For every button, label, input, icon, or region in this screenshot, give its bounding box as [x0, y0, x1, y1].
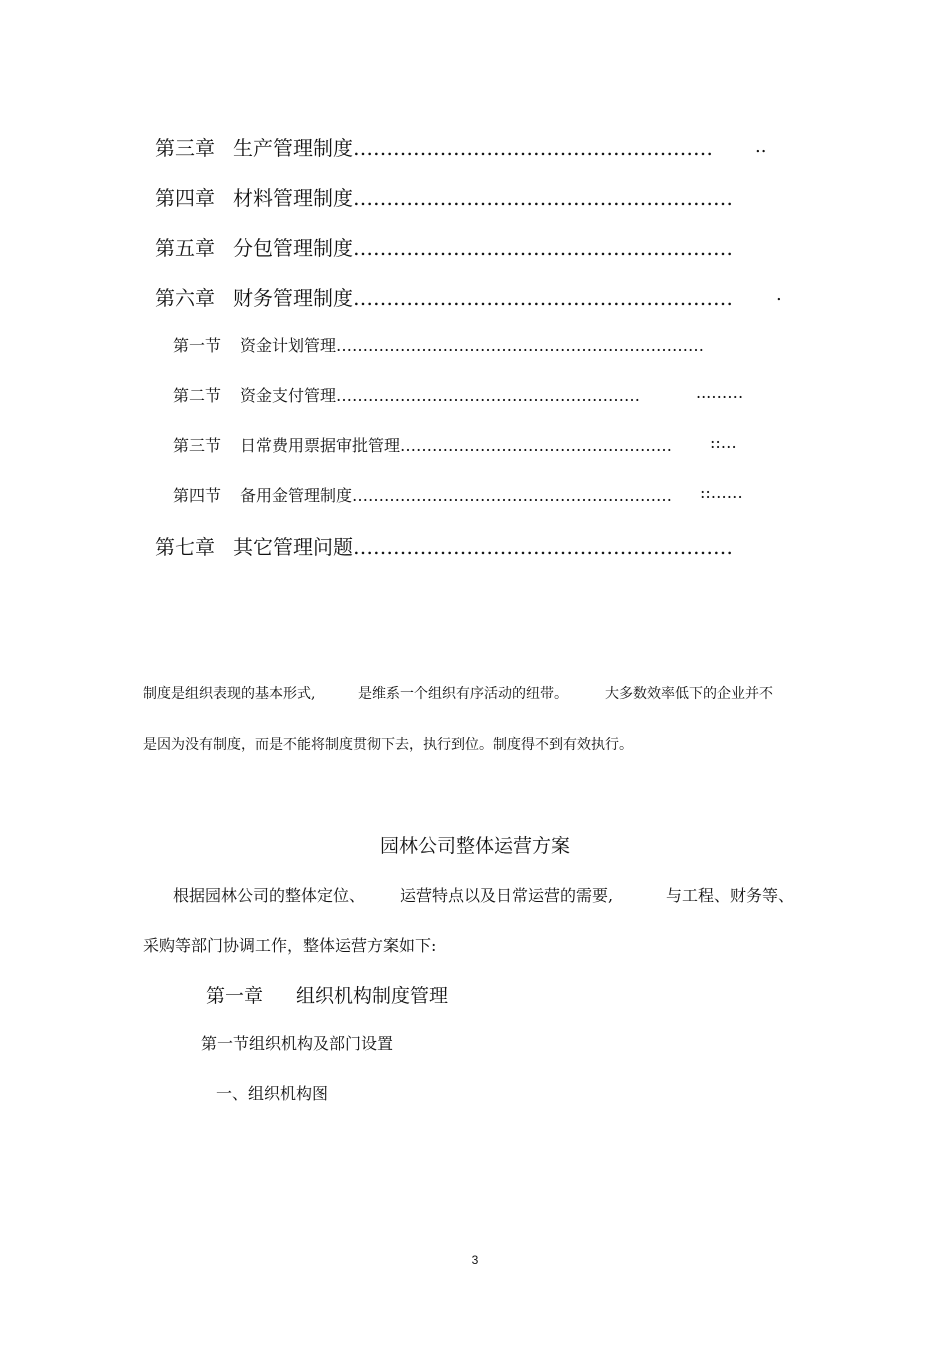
- toc-leader-dots: …………………………………………………: [353, 535, 733, 559]
- toc-section-title: 备用金管理制度: [240, 486, 353, 505]
- toc-trailing-mark: ::……: [700, 483, 743, 502]
- toc-section-4[interactable]: [173, 483, 672, 506]
- toc-chapter-title: 其它管理问题: [233, 535, 353, 559]
- toc-section-number: 第四节: [173, 486, 222, 505]
- toc-leader-dots: …………………………………………………: [353, 186, 733, 210]
- toc-chapter-title: 材料管理制度: [233, 186, 353, 210]
- toc-chapter-3[interactable]: [155, 132, 713, 161]
- toc-leader-dots: …………………………………………………: [353, 236, 733, 260]
- toc-chapter-number: 第五章: [155, 236, 215, 260]
- toc-leader-dots: ……………………………………………………………: [336, 336, 705, 355]
- toc-section-number: 第一节: [173, 336, 222, 355]
- document-title: 园林公司整体运营方案: [379, 835, 570, 857]
- toc-section-2[interactable]: [173, 383, 640, 406]
- body-segment: 与工程、财务等、: [666, 886, 795, 905]
- toc-leader-dots: …………………………………………………: [353, 286, 733, 310]
- toc-leader-dots: ……………………………………………………: [352, 486, 673, 505]
- toc-trailing-mark: ...……: [696, 383, 744, 402]
- toc-chapter-number: 第六章: [155, 286, 215, 310]
- toc-chapter-5[interactable]: [155, 232, 733, 261]
- chapter-heading: [206, 981, 448, 1008]
- chapter-number: 第一章: [206, 985, 264, 1007]
- toc-leader-dots: ……………………………………………: [400, 436, 673, 455]
- intro-segment: 是维系一个组织有序活动的纽带。: [358, 686, 568, 702]
- toc-chapter-title: 财务管理制度: [233, 286, 353, 310]
- toc-trailing-mark: .: [776, 284, 782, 305]
- toc-section-title: 资金计划管理: [240, 336, 337, 355]
- toc-section-title: 资金支付管理: [240, 386, 337, 405]
- toc-section-title: 日常费用票据审批管理: [240, 436, 401, 455]
- body-segment: 根据园林公司的整体定位、: [173, 886, 366, 905]
- toc-chapter-4[interactable]: [155, 182, 733, 211]
- toc-trailing-mark: ::…: [710, 433, 737, 452]
- toc-chapter-number: 第七章: [155, 535, 215, 559]
- toc-chapter-number: 第四章: [155, 186, 215, 210]
- toc-section-1[interactable]: [173, 333, 704, 356]
- section-heading: 第一节组织机构及部门设置: [201, 1034, 394, 1053]
- toc-section-3[interactable]: [173, 433, 672, 456]
- toc-trailing-mark: ..: [755, 136, 767, 157]
- toc-leader-dots: ………………………………………………: [353, 136, 713, 160]
- body-line-2: 采购等部门协调工作，整体运营方案如下:: [143, 936, 437, 955]
- intro-segment: 大多数效率低下的企业并不: [605, 686, 773, 702]
- toc-section-number: 第三节: [173, 436, 222, 455]
- body-segment: 运营特点以及日常运营的需要,: [400, 886, 614, 905]
- toc-chapter-number: 第三章: [155, 136, 215, 160]
- toc-chapter-6[interactable]: [155, 282, 733, 311]
- toc-chapter-title: 生产管理制度: [233, 136, 353, 160]
- toc-section-number: 第二节: [173, 386, 222, 405]
- intro-line-2: 是因为没有制度，而是不能将制度贯彻下去，执行到位。制度得不到有效执行。: [143, 737, 633, 753]
- intro-segment: 制度是组织表现的基本形式,: [143, 686, 316, 702]
- toc-chapter-title: 分包管理制度: [233, 236, 353, 260]
- page-number: 3: [471, 1253, 479, 1267]
- chapter-title: 组织机构制度管理: [296, 985, 449, 1007]
- toc-leader-dots: …………………………………………………: [336, 386, 641, 405]
- item-heading: 一、组织机构图: [216, 1084, 329, 1103]
- toc-chapter-7[interactable]: [155, 531, 733, 560]
